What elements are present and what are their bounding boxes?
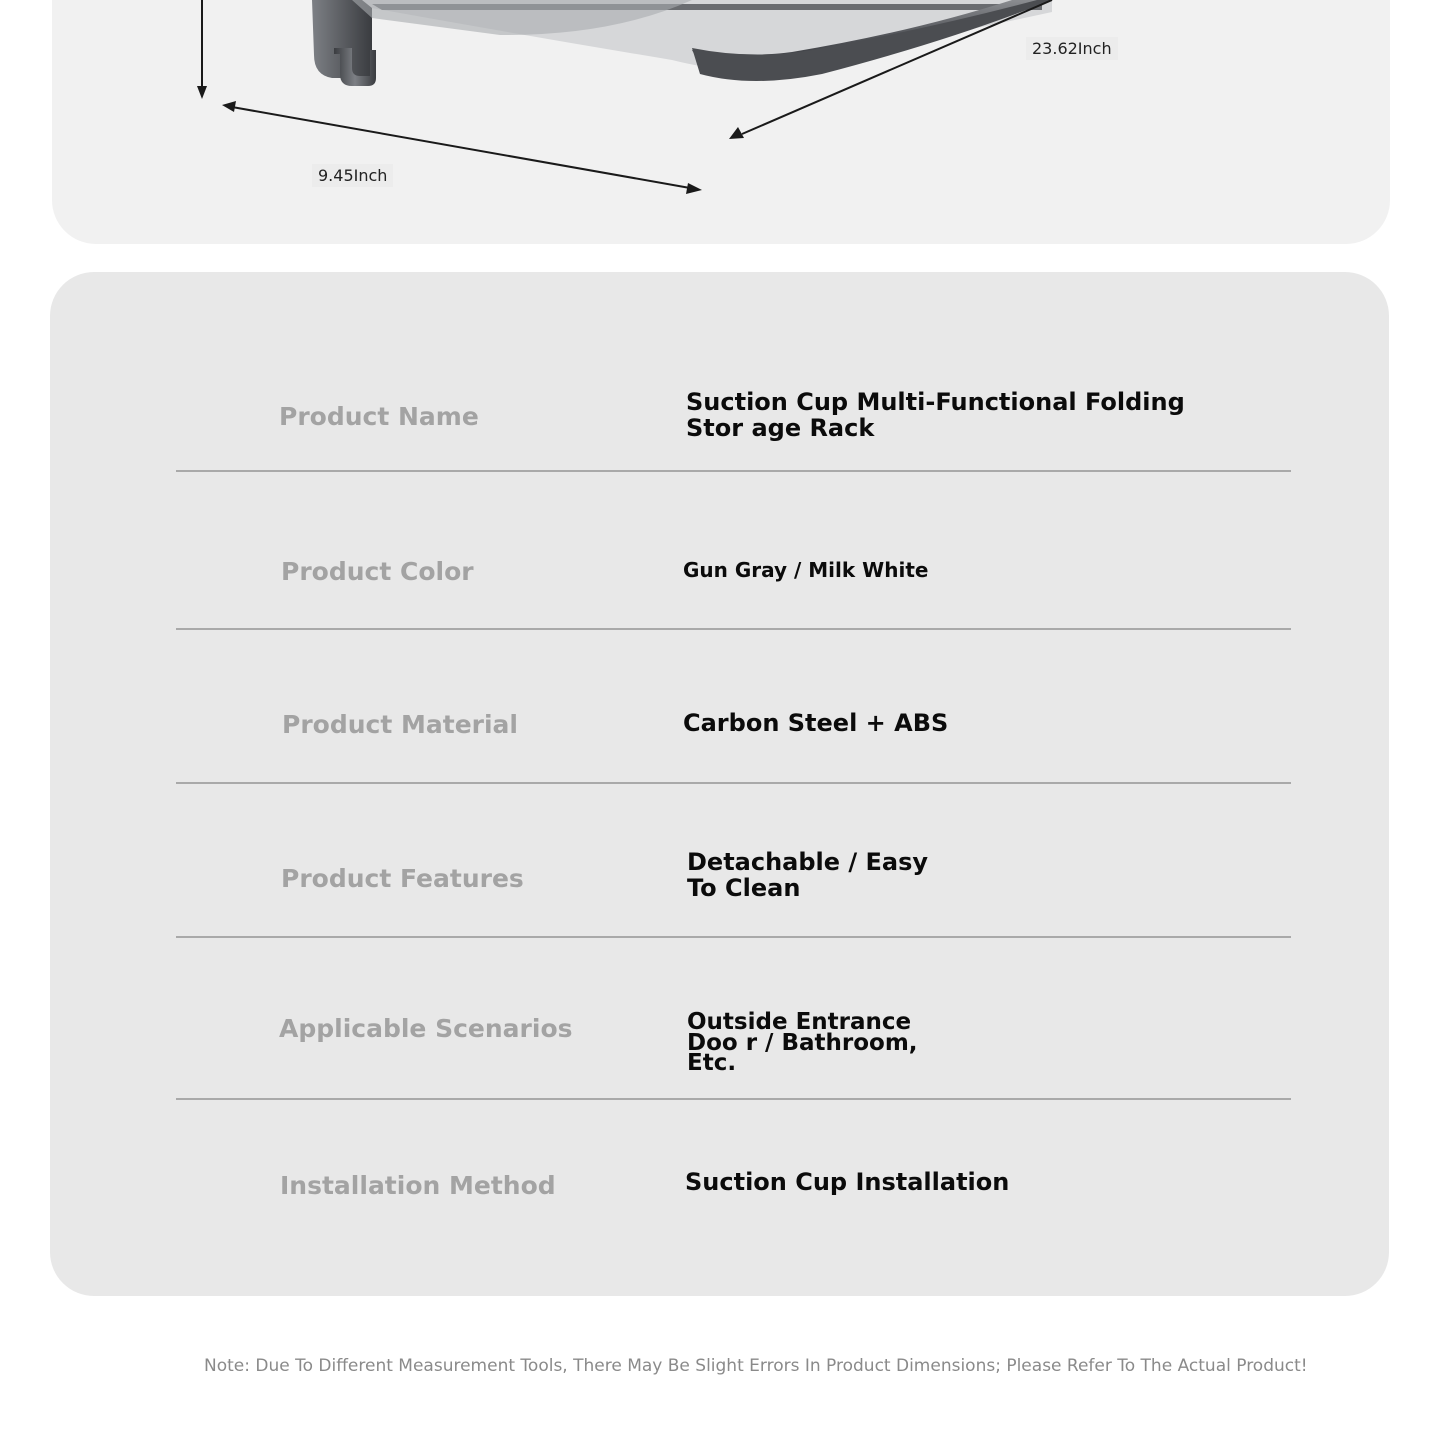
spec-row-product-color	[176, 472, 1291, 630]
height-arrow	[197, 0, 207, 99]
width-arrow	[222, 101, 702, 194]
spec-row-product-material	[176, 630, 1291, 784]
width-dimension-label: 9.45Inch	[312, 164, 393, 187]
spec-label: Product Features	[281, 864, 524, 893]
spec-value: Suction Cup Multi-Functional Folding Stor age Rack	[686, 388, 1185, 442]
dimension-disclaimer-note: Note: Due To Different Measurement Tools, There May Be Slight Errors In Product Dimensions; Please Refer To The Actual Product!	[204, 1356, 1308, 1376]
spec-value: Detachable / Easy To Clean	[687, 848, 929, 902]
spec-row-installation-method	[176, 1100, 1291, 1250]
depth-dimension-label: 23.62Inch	[1026, 37, 1118, 60]
spec-value: Suction Cup Installation	[685, 1168, 1010, 1196]
dimension-panel	[52, 0, 1390, 244]
spec-value: Carbon Steel + ABS	[683, 709, 949, 737]
rack-dimension-illustration	[52, 0, 1390, 244]
spec-value: Outside Entrance Doo r / Bathroom, Etc.	[687, 1009, 918, 1077]
spec-row-applicable-scenarios	[176, 938, 1291, 1100]
spec-label: Product Material	[282, 710, 518, 739]
spec-row-product-name	[176, 362, 1291, 472]
rack-image	[252, 0, 1052, 86]
spec-label: Applicable Scenarios	[279, 1014, 573, 1043]
specs-panel	[50, 272, 1389, 1296]
spec-row-product-features	[176, 784, 1291, 938]
spec-label: Installation Method	[280, 1171, 556, 1200]
spec-label: Product Color	[281, 557, 474, 586]
spec-label: Product Name	[279, 402, 479, 431]
spec-value: Gun Gray / Milk White	[683, 558, 929, 582]
